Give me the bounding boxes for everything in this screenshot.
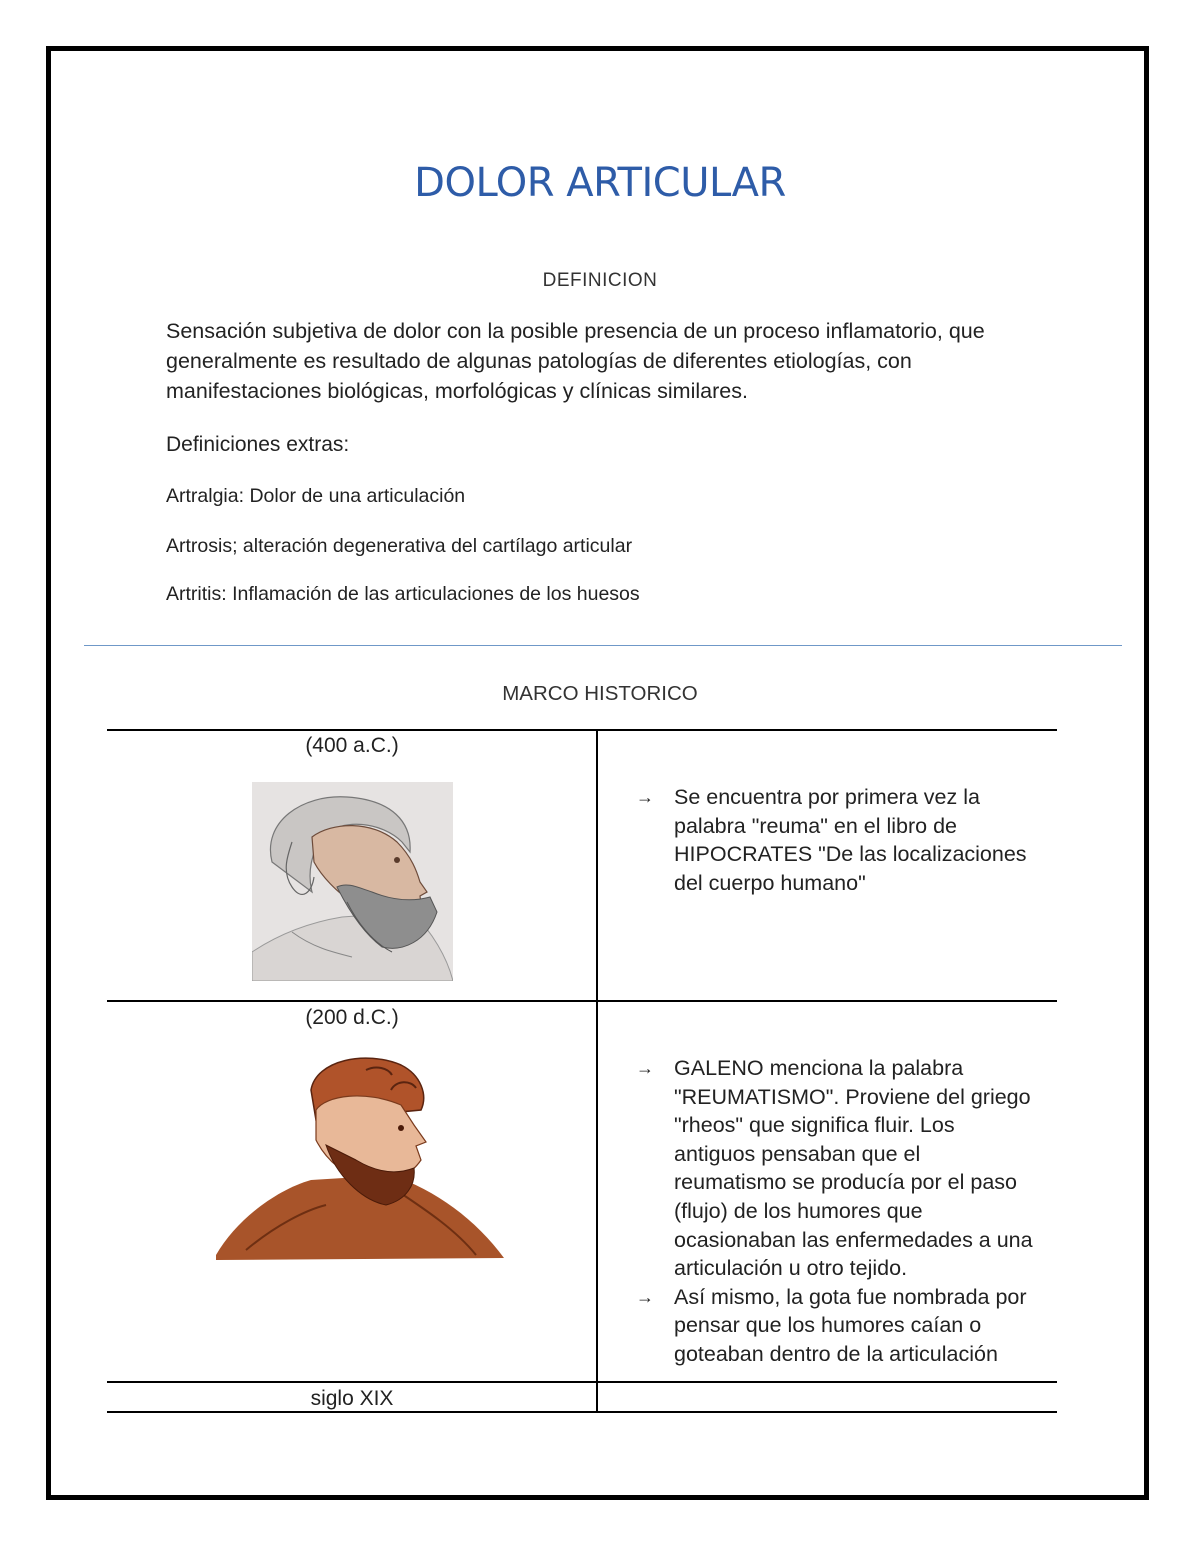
list-item	[636, 783, 1036, 897]
extras-heading: Definiciones extras:	[166, 433, 350, 456]
note-text: Así mismo, la gota fue nombrada por pensar que los humores caían o goteaban dentro de la articulación	[674, 1284, 1027, 1366]
table-column-divider	[596, 729, 598, 1413]
note-text: GALENO menciona la palabra "REUMATISMO". Proviene del griego "rheos" que significa fluir. Los antiguos pensaban que el reumatismo se producía por el paso (flujo) de los humores que ocasionaban las enfermedades a una articulación u otro tejido.	[674, 1056, 1033, 1281]
definition-text: Sensación subjetiva de dolor con la posible presencia de un proceso inflamatorio, que generalmente es resultado de algunas patologías de diferentes etiologías, con manifestaciones biológicas, morfológicas y clínicas similares.	[166, 319, 985, 403]
table-rule	[107, 1411, 1057, 1413]
table-row-date: (400 a.C.)	[305, 734, 399, 757]
page-title: DOLOR ARTICULAR	[414, 160, 786, 206]
definition-heading: DEFINICION	[542, 270, 658, 291]
table-rule	[107, 1000, 1057, 1002]
galen-portrait	[216, 1050, 504, 1260]
arrow-icon: →	[636, 1286, 654, 1307]
table-rule	[107, 729, 1057, 731]
extra-definition-artritis: Artritis: Inflamación de las articulaciones de los huesos	[166, 583, 640, 605]
extra-definition-artralgia: Artralgia: Dolor de una articulación	[166, 485, 466, 507]
extra-definition-artrosis: Artrosis; alteración degenerativa del cartílago articular	[166, 535, 633, 557]
list-item	[636, 1054, 1036, 1283]
table-rule	[107, 1381, 1057, 1383]
table-row-date: siglo XIX	[310, 1387, 394, 1410]
list-item	[636, 1283, 1036, 1369]
table-row-notes	[636, 783, 1036, 897]
arrow-icon: →	[636, 1058, 654, 1078]
history-heading: MARCO HISTORICO	[502, 682, 698, 705]
arrow-icon: →	[636, 787, 654, 807]
table-row-notes	[636, 1054, 1036, 1369]
note-text: Se encuentra por primera vez la palabra "reuma" en el libro de HIPOCRATES "De las localizaciones del cuerpo humano"	[674, 785, 1027, 895]
table-row-date: (200 d.C.)	[305, 1006, 399, 1029]
hippocrates-portrait	[252, 782, 453, 981]
section-divider	[84, 645, 1122, 646]
